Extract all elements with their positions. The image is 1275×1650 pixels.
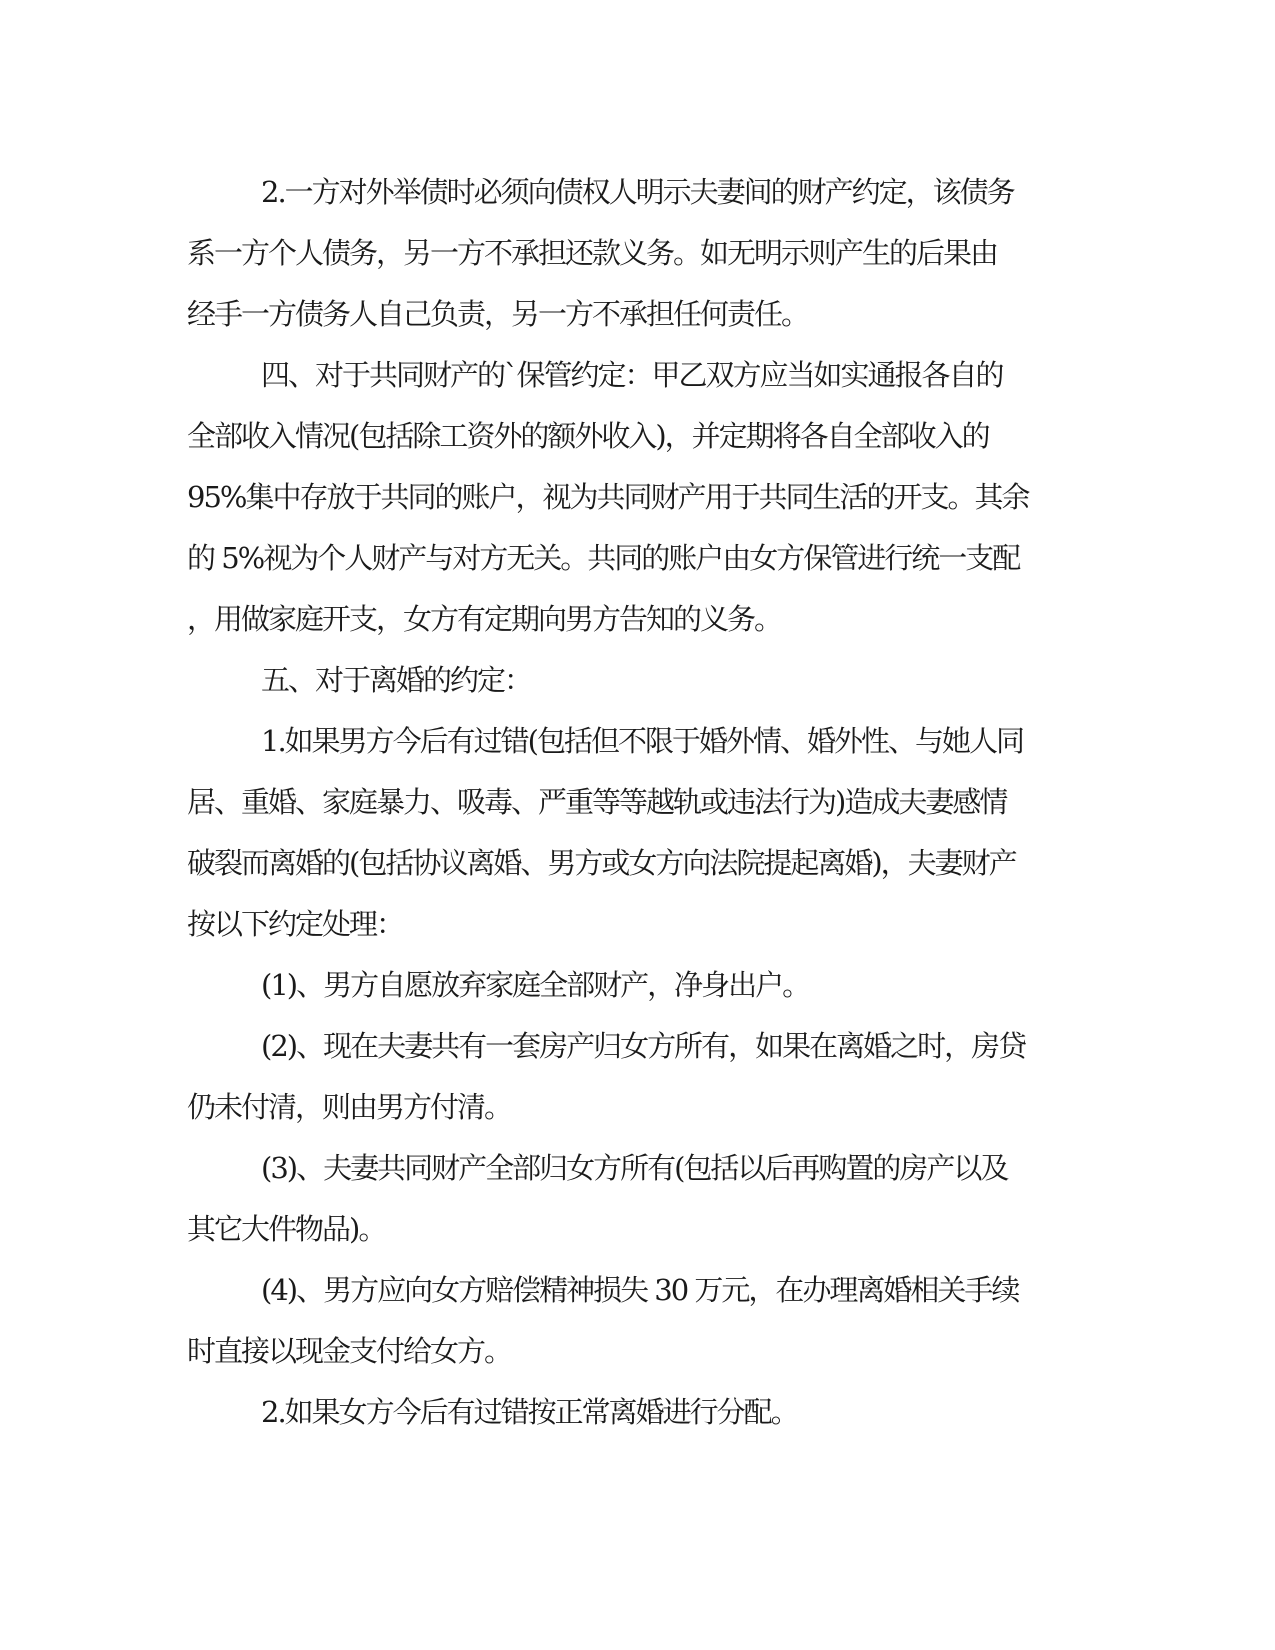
text-line: ，用做家庭开支，女方有定期向男方告知的义务。	[187, 602, 782, 636]
text-line: 五、对于离婚的约定：	[261, 663, 532, 697]
text-line: 2.如果女方今后有过错按正常离婚进行分配。	[261, 1395, 798, 1429]
text-line: (1)、男方自愿放弃家庭全部财产，净身出户。	[261, 968, 810, 1002]
text-line: 95%集中存放于共同的账户，视为共同财产用于共同生活的开支。其余	[187, 480, 1029, 514]
text-line: 的 5%视为个人财产与对方无关。共同的账户由女方保管进行统一支配	[187, 541, 1020, 575]
text-line: 四、对于共同财产的`保管约定：甲乙双方应当如实通报各自的	[261, 358, 1003, 392]
text-line: 仍未付清，则由男方付清。	[187, 1090, 512, 1124]
text-line: (2)、现在夫妻共有一套房产归女方所有，如果在离婚之时，房贷	[261, 1029, 1026, 1063]
text-line: 破裂而离婚的(包括协议离婚、男方或女方向法院提起离婚)，夫妻财产	[187, 846, 1016, 880]
text-line: 居、重婚、家庭暴力、吸毒、严重等等越轨或违法行为)造成夫妻感情	[187, 785, 1007, 819]
text-line: 经手一方债务人自己负责，另一方不承担任何责任。	[187, 297, 809, 331]
text-line: 2.一方对外举债时必须向债权人明示夫妻间的财产约定，该债务	[261, 175, 1014, 209]
text-line: 其它大件物品)。	[187, 1212, 386, 1246]
text-line: 时直接以现金支付给女方。	[187, 1334, 512, 1368]
text-line: (4)、男方应向女方赔偿精神损失 30 万元，在办理离婚相关手续	[261, 1273, 1019, 1307]
document-body	[187, 162, 1087, 1443]
text-line: 全部收入情况(包括除工资外的额外收入)，并定期将各自全部收入的	[187, 419, 989, 453]
text-line: (3)、夫妻共同财产全部归女方所有(包括以后再购置的房产以及	[261, 1151, 1008, 1185]
text-line: 系一方个人债务，另一方不承担还款义务。如无明示则产生的后果由	[187, 236, 998, 270]
text-line: 1.如果男方今后有过错(包括但不限于婚外情、婚外性、与她人同	[261, 724, 1023, 758]
text-line: 按以下约定处理：	[187, 907, 404, 941]
